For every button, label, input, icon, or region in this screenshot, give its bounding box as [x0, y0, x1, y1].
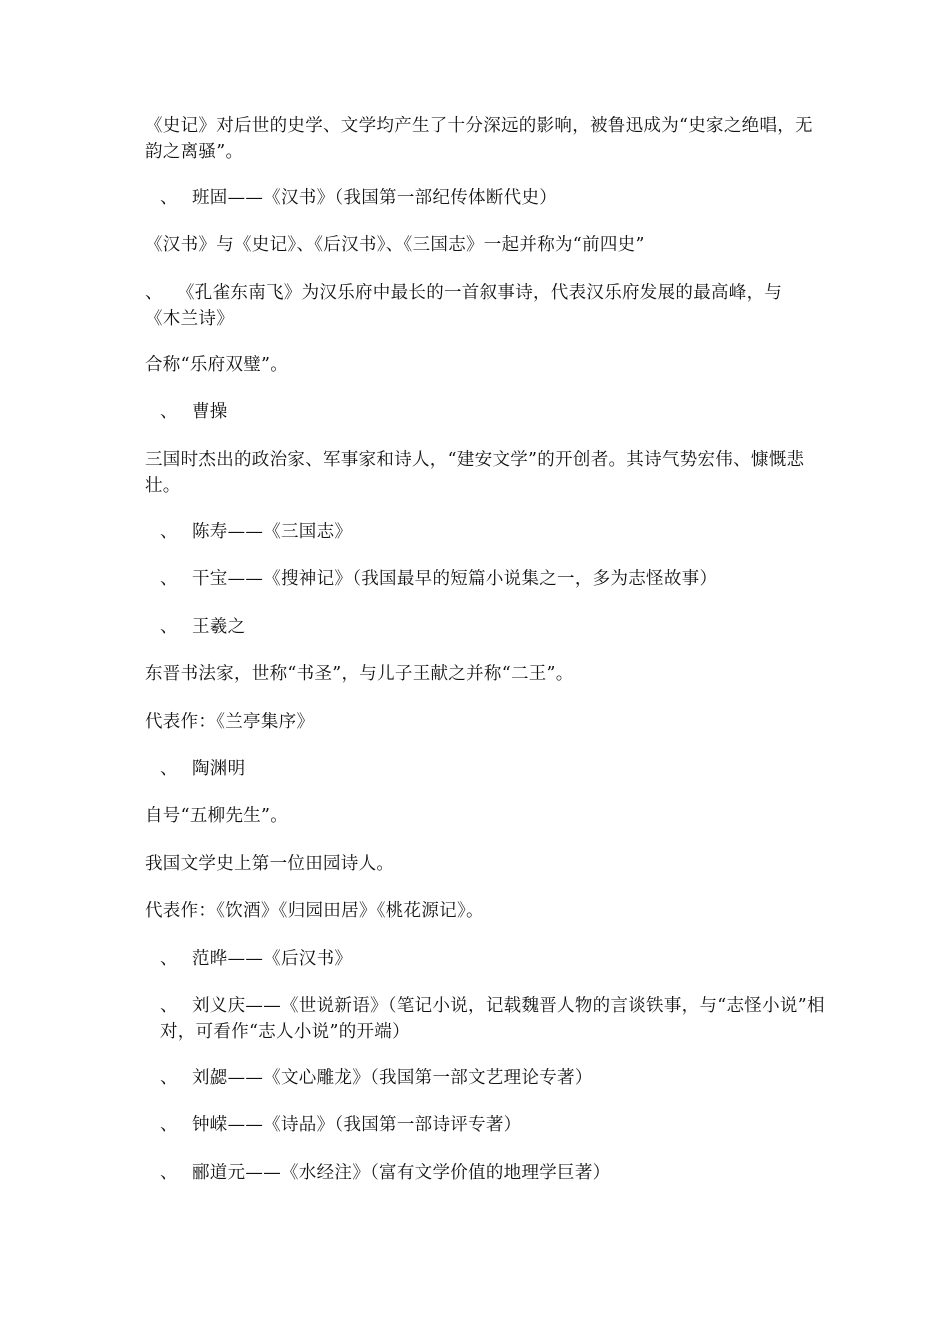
list-item-fanye — [160, 946, 830, 972]
paragraph-wangxizhi-works: 代表作：《兰亭集序》 — [145, 712, 315, 732]
list-item-text: 王羲之 — [192, 617, 246, 637]
list-item-text: 陈寿——《三国志》 — [192, 522, 353, 542]
paragraph-taoyuanming-poet: 我国文学史上第一位田园诗人。 — [145, 854, 395, 874]
list-item-text: 钟嵘——《诗品》（我国第一部诗评专著） — [192, 1115, 522, 1135]
list-item-zhongrong — [160, 1112, 830, 1138]
list-item-caocao — [160, 399, 830, 425]
list-mark: 、 — [160, 402, 178, 422]
list-mark: 、 — [160, 569, 178, 589]
list-mark: 、 — [160, 1163, 178, 1183]
list-mark: 、 — [160, 949, 178, 969]
list-mark: 、 — [145, 283, 163, 303]
list-item-wangxizhi — [160, 614, 830, 640]
list-item-text: 陶渊明 — [192, 759, 246, 779]
list-item-lidaoyuan — [160, 1160, 830, 1186]
list-item-text: 范晔——《后汉书》 — [192, 949, 353, 969]
list-mark: 、 — [160, 522, 178, 542]
paragraph-taoyuanming-works: 代表作：《饮酒》《归园田居》《桃花源记》。 — [145, 901, 484, 921]
list-mark: 、 — [160, 1115, 178, 1135]
paragraph-caocao-desc: 三国时杰出的政治家、军事家和诗人，“建安文学”的开创者。其诗气势宏伟、慷慨悲壮。 — [145, 450, 805, 496]
list-mark: 、 — [160, 1068, 178, 1088]
list-item-chenshou — [160, 519, 830, 545]
list-mark: 、 — [160, 617, 178, 637]
paragraph-wangxizhi-desc: 东晋书法家，世称“书圣”，与儿子王献之并称“二王”。 — [145, 664, 574, 684]
list-item-text: 郦道元——《水经注》（富有文学价值的地理学巨著） — [192, 1163, 611, 1183]
list-mark: 、 — [160, 996, 178, 1016]
paragraph-yuefu-shuangbi: 合称“乐府双璧”。 — [145, 355, 289, 375]
paragraph-kongque — [145, 280, 815, 332]
paragraph-taoyuanming-hao: 自号“五柳先生”。 — [145, 806, 289, 826]
list-item-bangu — [160, 185, 830, 211]
list-item-text: 干宝——《搜神记》（我国最早的短篇小说集之一，多为志怪故事） — [192, 569, 718, 589]
list-mark: 、 — [160, 188, 178, 208]
paragraph-shiji-influence: 《史记》对后世的史学、文学均产生了十分深远的影响，被鲁迅成为“史家之绝唱，无韵之离骚”。 — [145, 116, 813, 162]
list-item-taoyuanming — [160, 756, 830, 782]
list-item-text: 刘义庆——《世说新语》（笔记小说，记载魏晋人物的言谈铁事，与“志怪小说”相对，可看作“志人小说”的开端） — [160, 996, 825, 1042]
list-item-ganbao — [160, 566, 830, 592]
list-item-text: 曹操 — [192, 402, 228, 422]
list-item-text: 班固——《汉书》（我国第一部纪传体断代史） — [192, 188, 558, 208]
list-item-liuxie — [160, 1065, 830, 1091]
list-item-liuyiqing — [160, 993, 830, 1045]
list-mark: 、 — [160, 759, 178, 779]
list-item-text: 刘勰——《文心雕龙》（我国第一部文艺理论专著） — [192, 1068, 593, 1088]
paragraph-qiansishi: 《汉书》与《史记》、《后汉书》、《三国志》一起并称为“前四史” — [145, 235, 645, 255]
list-item-text: 《孔雀东南飞》为汉乐府中最长的一首叙事诗，代表汉乐府发展的最高峰，与《木兰诗》 — [145, 283, 783, 329]
